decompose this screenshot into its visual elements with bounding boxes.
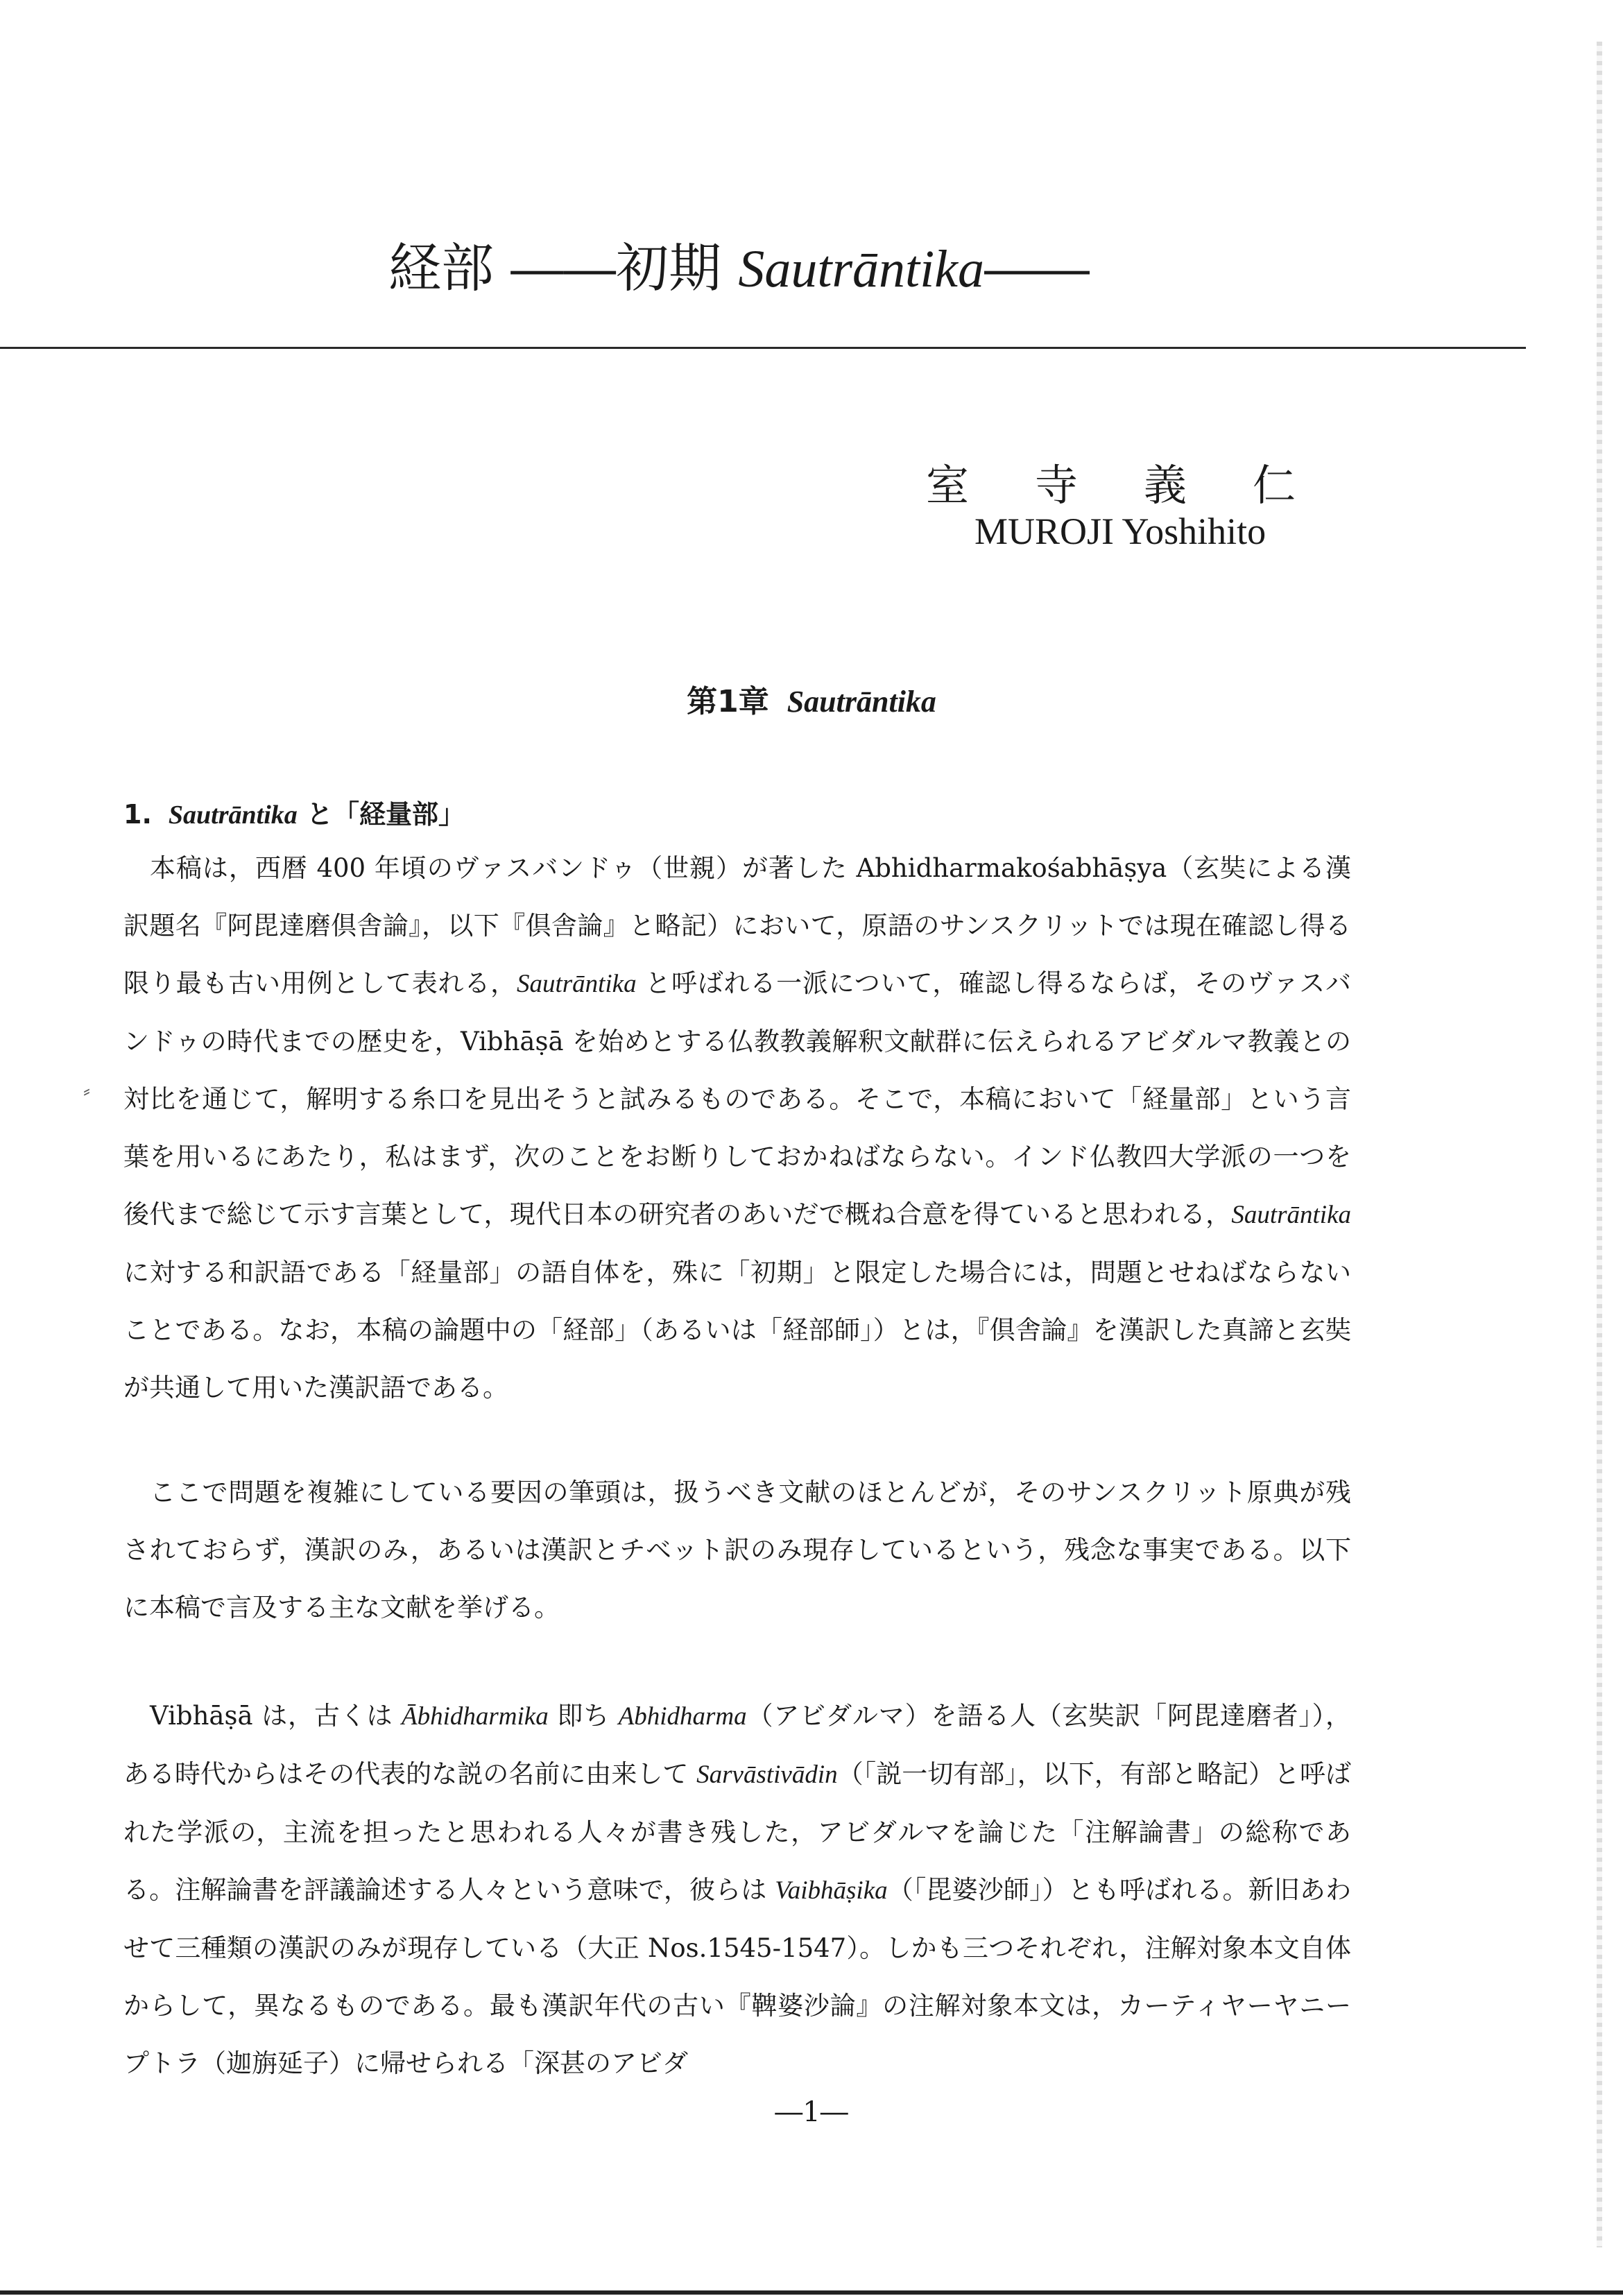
p3-text-4: （「説一切有部」，以下，有部と略記）と呼ばれた学派の，主流を担ったと思われる人々が書き残した，アビダルマを論じた「注解論書」の総称である。注解論書を評議論述する人々という意味で，彼らは [123,1759,1351,1905]
author-name-japanese: 室寺義仁 [926,460,1362,511]
p1-text-2: と呼ばれる一派について，確認し得るならば，そのヴァスバンドゥの時代までの歴史を，Vibhāṣā を始めとする仏教教義解釈文献群に伝えられるアビダルマ教義との対比を通じて，解明する糸口を見出そうと試みるものである。そこで，本稿において「経量部」という言葉を用いるにあたり，私はまず，次のことをお断りしておかねばならない。インド仏教四大学派の一つを後代まで総じて示す言葉として，現代日本の研究者のあいだで概ね合意を得ていると思われる， [123,968,1351,1229]
section-heading [123,793,465,831]
p3-text-1: Vibhāṣā は，古くは [150,1701,402,1731]
section-heading-rest: と「経量部」 [297,799,465,830]
margin-stray-mark: ⸗ [83,1079,90,1103]
body-paragraph-2 [123,1464,1351,1636]
section-number: 1. [123,799,152,830]
title-tail-dash: ―― [984,237,1090,299]
p3-text-2: 即ち [548,1701,619,1731]
chapter-heading [0,676,1623,721]
p1-text-3: に対する和訳語である「経量部」の語自体を，殊に「初期」と限定した場合には，問題とせねばならないことである。なお，本稿の論題中の「経部」（あるいは「経部師」）とは，『倶舎論』を漢訳した真諦と玄奘が共通して用いた漢訳語である。 [123,1258,1351,1403]
p1-text-1: 本稿は，西暦 400 年頃のヴァスバンドゥ（世親）が著した Abhidharmakośabhāṣya（玄奘による漢訳題名『阿毘達磨倶舎論』，以下『倶舎論』と略記）において，原語のサンスクリットでは現在確認し得る限り最も古い用例として表れる， [123,853,1351,998]
p3-term-4: Vaibhāṣika [775,1876,888,1905]
chapter-latin-term: Sautrāntika [787,685,936,719]
title-rule [0,347,1526,349]
p1-term-1: Sautrāntika [516,970,637,998]
author-name-english: MUROJI Yoshihito [974,511,1266,552]
p3-term-3: Sarvāstivādin [696,1760,838,1789]
p1-term-2: Sautrāntika [1231,1201,1351,1229]
scan-edge-artifact [1597,42,1602,2247]
p3-text-3: （アビダルマ）を語る人（玄奘訳「阿毘達磨者」），ある時代からはその代表的な説の名前に由来して [123,1701,1352,1789]
p3-text-5: （「毘婆沙師」）とも呼ばれる。新旧あわせて三種類の漢訳のみが現存している（大正 Nos.1545-1547）。しかも三つそれぞれ，注解対象本文自体からして，異なるものである。最も漢訳年代の古い『鞞婆沙論』の注解対象本文は，カーティヤーヤニープトラ（迦旃延子）に帰せられる「深甚のアビダ [123,1875,1351,2078]
body-paragraph-1 [123,839,1351,1416]
page-number: ―1― [775,2096,848,2128]
title-japanese: 経部 ――初期 [388,237,739,299]
page-title [388,239,1151,299]
chapter-label: 第1章 [687,684,769,719]
body-paragraph-3 [123,1687,1351,2092]
p2-text-1: ここで問題を複雑にしている要因の筆頭は，扱うべき文献のほとんどが，そのサンスクリット原典が残されておらず，漢訳のみ，あるいは漢訳とチベット訳のみ現存しているという，残念な事実である。以下に本稿で言及する主な文献を挙げる。 [123,1477,1351,1622]
p3-term-2: Abhidharma [618,1702,747,1731]
title-latin: Sautrāntika [738,240,984,298]
p3-term-1: Ābhidharmika [402,1702,549,1731]
bottom-rule [0,2290,1623,2295]
section-latin-term: Sautrāntika [168,800,298,830]
